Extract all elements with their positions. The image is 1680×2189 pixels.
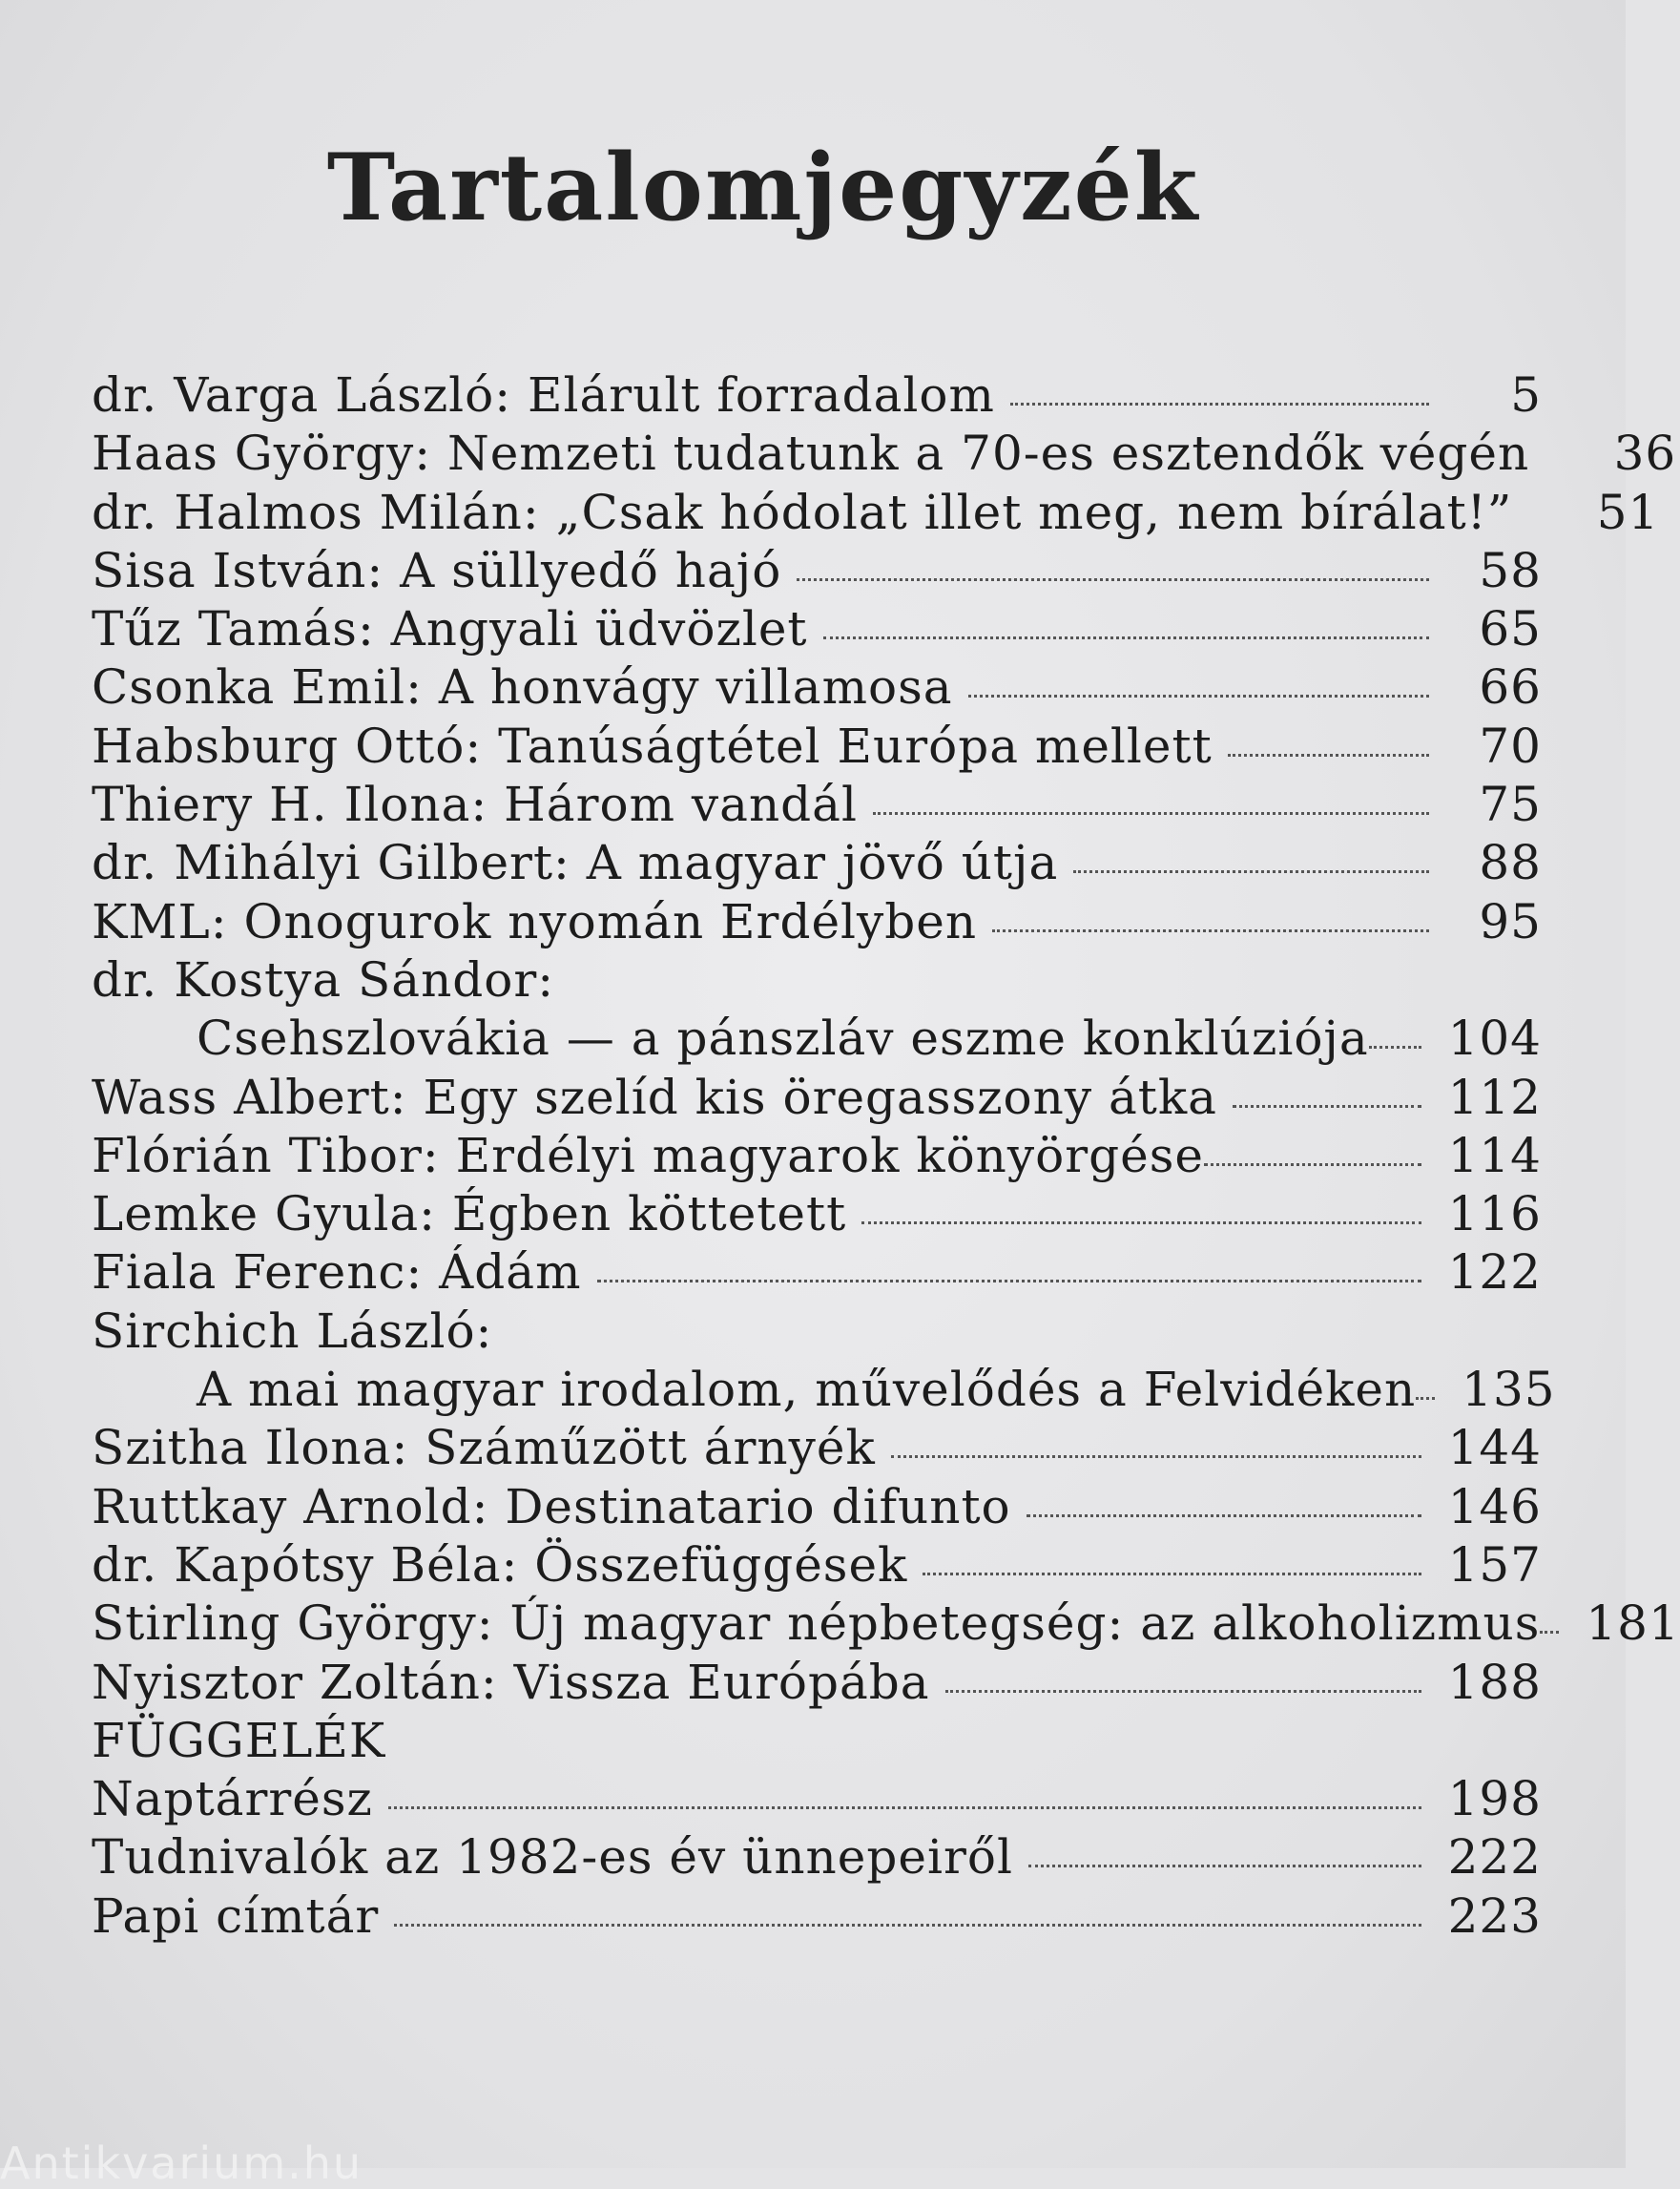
dot-leader	[945, 1690, 1421, 1693]
toc-entry-page: 146	[1447, 1478, 1542, 1534]
toc-entry-title: Fiala Ferenc: Ádám	[92, 1244, 582, 1301]
page-title: Tartalomjegyzék	[326, 134, 1200, 241]
toc-entry-title: dr. Varga László: Elárult forradalom	[92, 367, 995, 423]
toc-entry-title: Papi címtár	[92, 1887, 380, 1944]
toc-entry-title: Ruttkay Arnold: Destinatario difunto	[92, 1478, 1011, 1534]
toc-entry-page: 66	[1479, 659, 1542, 716]
toc-entry-title: Wass Albert: Egy szelíd kis öregasszony átka	[92, 1069, 1217, 1125]
dot-leader	[1540, 1631, 1559, 1634]
toc-entry-page: 122	[1447, 1244, 1542, 1301]
dot-leader	[797, 578, 1429, 581]
toc-entry-page: 75	[1479, 777, 1542, 833]
toc-entry	[92, 484, 1660, 543]
toc-entry-page: 135	[1462, 1362, 1556, 1418]
dot-leader	[992, 929, 1429, 932]
toc-entry	[92, 601, 1542, 659]
toc-entry-page: 144	[1447, 1420, 1542, 1476]
toc-entry-title: Sirchich László:	[92, 1303, 493, 1359]
toc-entry	[92, 1537, 1542, 1595]
toc-entry-title: KML: Onogurok nyomán Erdélyben	[92, 893, 978, 949]
toc-entry-title: Tűz Tamás: Angyali üdvözlet	[92, 601, 808, 657]
dot-leader	[1416, 1397, 1435, 1400]
dot-leader	[968, 695, 1429, 698]
toc-entry-page: 5	[1510, 367, 1542, 423]
toc-entry-title: dr. Mihályi Gilbert: A magyar jövő útja	[92, 835, 1059, 891]
toc-entry-page: 36	[1613, 426, 1677, 482]
dot-leader	[861, 1221, 1421, 1224]
toc-entry-page: 198	[1447, 1771, 1542, 1827]
toc-entry-page: 88	[1479, 835, 1542, 891]
toc-entry-page: 104	[1447, 1011, 1542, 1067]
toc-entry	[92, 835, 1542, 893]
toc-entry-page: 181	[1586, 1595, 1680, 1652]
toc-entry-title: Thiery H. Ilona: Három vandál	[92, 777, 858, 833]
toc-entry-page: 223	[1447, 1887, 1542, 1944]
toc-entry-page: 116	[1447, 1186, 1542, 1242]
toc-entry-page: 65	[1479, 601, 1542, 657]
dot-leader	[823, 636, 1429, 639]
toc-entry-page: 51	[1596, 484, 1660, 540]
toc-entry	[92, 1128, 1542, 1186]
toc-entry	[92, 1420, 1542, 1478]
toc-entry	[92, 1888, 1542, 1947]
toc-section-heading	[92, 1713, 1542, 1771]
toc-entry	[92, 719, 1542, 777]
dot-leader	[891, 1455, 1421, 1458]
toc-entry-title: Haas György: Nemzeti tudatunk a 70-es esztendők végén	[92, 426, 1530, 482]
toc-author-heading	[92, 952, 1542, 1011]
toc-entry-title: Nyisztor Zoltán: Vissza Európába	[92, 1654, 930, 1710]
toc-entry	[92, 1771, 1542, 1829]
toc-entry-title: dr. Kostya Sándor:	[92, 951, 555, 1008]
dot-leader	[1027, 1514, 1421, 1517]
dot-leader	[1010, 403, 1429, 406]
dot-leader	[597, 1280, 1421, 1282]
dot-leader	[1073, 870, 1429, 873]
toc-entry-page: 58	[1479, 542, 1542, 598]
toc-entry-title: Naptárrész	[92, 1771, 373, 1827]
toc-entry-title: Habsburg Ottó: Tanúságtétel Európa mellett	[92, 718, 1213, 774]
toc-entry	[92, 894, 1542, 952]
toc-author-heading	[92, 1303, 1542, 1362]
toc-entry	[92, 659, 1542, 718]
toc-entry-page: 114	[1447, 1127, 1542, 1183]
toc-entry-title: Tudnivalók az 1982-es év ünnepeiről	[92, 1829, 1013, 1886]
toc-entry	[92, 777, 1542, 835]
dot-leader	[1204, 1163, 1421, 1166]
toc-entry-page: 157	[1447, 1536, 1542, 1593]
dot-leader	[1028, 1865, 1421, 1867]
toc-entry-page: 95	[1479, 893, 1542, 949]
dot-leader	[388, 1806, 1421, 1809]
toc-entry-title: Stirling György: Új magyar népbetegség: az alkoholizmus	[92, 1595, 1541, 1652]
toc-entry-page: 112	[1447, 1069, 1542, 1125]
toc-entry	[92, 1595, 1680, 1654]
dot-leader	[1228, 754, 1429, 757]
table-of-contents	[92, 367, 1680, 1947]
toc-entry-title: Szitha Ilona: Száműzött árnyék	[92, 1420, 876, 1476]
toc-entry	[92, 1244, 1542, 1303]
toc-entry	[92, 426, 1677, 484]
toc-entry-title: dr. Kapótsy Béla: Összefüggések	[92, 1536, 908, 1593]
toc-entry-title: A mai magyar irodalom, művelődés a Felvidéken	[197, 1362, 1417, 1418]
toc-entry-title: FÜGGELÉK	[92, 1712, 386, 1768]
dot-leader	[1233, 1105, 1421, 1108]
toc-entry	[92, 1655, 1542, 1713]
toc-entry-title: Flórián Tibor: Erdélyi magyarok könyörgése	[92, 1127, 1204, 1183]
toc-entry	[92, 367, 1542, 426]
dot-leader	[394, 1924, 1421, 1927]
toc-entry-title: Sisa István: A süllyedő hajó	[92, 542, 782, 598]
toc-entry	[92, 1829, 1542, 1887]
toc-entry-page: 222	[1447, 1829, 1542, 1886]
toc-entry-page: 188	[1447, 1654, 1542, 1710]
toc-entry-title: dr. Halmos Milán: „Csak hódolat illet meg, nem bírálat!”	[92, 484, 1513, 540]
toc-entry	[92, 1070, 1542, 1128]
watermark: Antikvarium.hu	[0, 2137, 363, 2189]
toc-entry	[92, 1479, 1542, 1537]
toc-entry	[92, 1362, 1556, 1420]
dot-leader	[1369, 1046, 1421, 1049]
toc-entry-page: 70	[1479, 718, 1542, 774]
toc-entry	[92, 1011, 1542, 1069]
toc-entry-title: Csehszlovákia — a pánszláv eszme konklúziója	[197, 1011, 1369, 1067]
toc-entry	[92, 543, 1542, 601]
dot-leader	[923, 1573, 1421, 1575]
dot-leader	[873, 812, 1429, 815]
toc-entry	[92, 1186, 1542, 1244]
toc-entry-title: Csonka Emil: A honvágy villamosa	[92, 659, 953, 716]
toc-entry-title: Lemke Gyula: Égben köttetett	[92, 1186, 847, 1242]
